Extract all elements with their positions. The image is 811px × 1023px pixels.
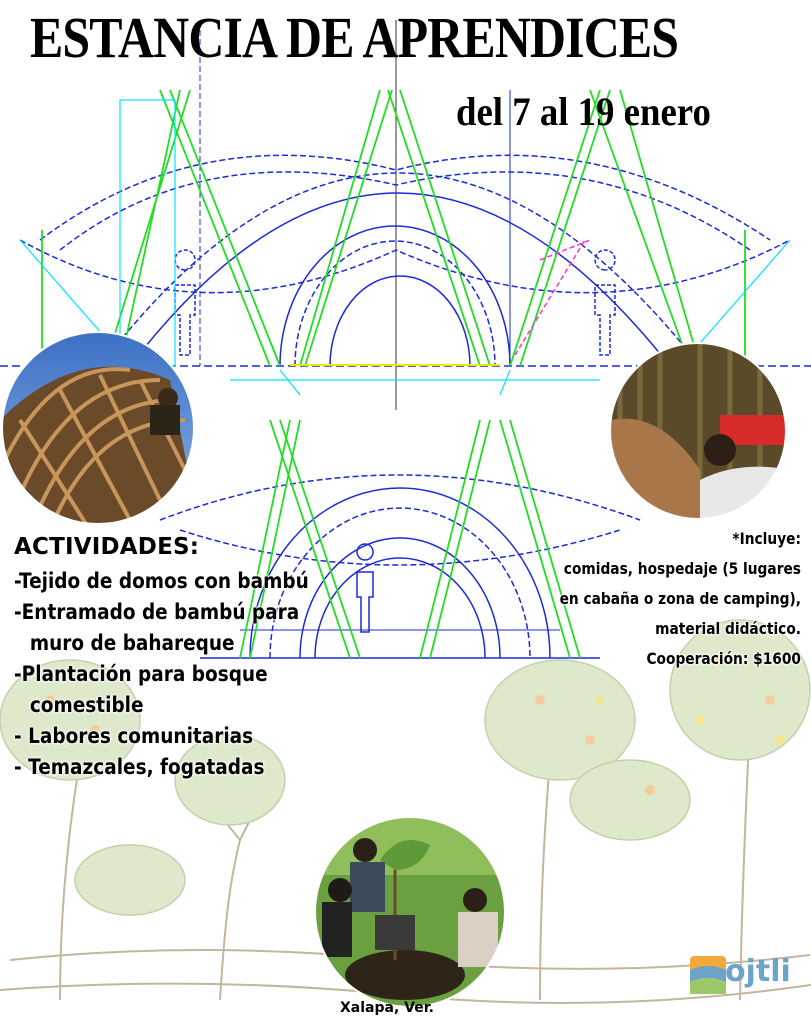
activities-section [14, 534, 349, 783]
activity-item-continuation: muro de bahareque [29, 631, 235, 655]
includes-line: comidas, hospedaje (5 lugares [563, 559, 801, 578]
activity-item-continuation: comestible [29, 693, 144, 717]
logo-text: ojtli [725, 954, 791, 989]
activities-heading: ACTIVIDADES: [14, 534, 200, 560]
location-label: Xalapa, Ver. [340, 1000, 434, 1016]
cooperation-price: Cooperación: $1600 [646, 649, 801, 668]
includes-section [501, 524, 801, 674]
includes-line: en cabaña o zona de camping), [559, 589, 801, 608]
photo-tree-planting [310, 815, 510, 1015]
photo-bahareque-work [610, 343, 790, 523]
logo-mark-icon [690, 956, 726, 994]
ojtli-logo [690, 954, 791, 994]
includes-line: material didáctico. [655, 619, 801, 638]
activity-item [14, 690, 309, 721]
activity-item: -Plantación para bosque [14, 662, 268, 686]
activity-item: - Labores comunitarias [14, 724, 254, 748]
activity-item: - Temazcales, fogatadas [14, 755, 265, 779]
activity-item: -Tejido de domos con bambú [14, 569, 309, 593]
includes-heading: *Incluye: [732, 529, 801, 548]
activities-list [14, 566, 349, 783]
activity-item: -Entramado de bambú para [14, 600, 300, 624]
event-dates: del 7 al 19 enero [456, 89, 711, 134]
poster-title: ESTANCIA DE APRENDICES [30, 5, 679, 70]
activity-item [14, 628, 309, 659]
